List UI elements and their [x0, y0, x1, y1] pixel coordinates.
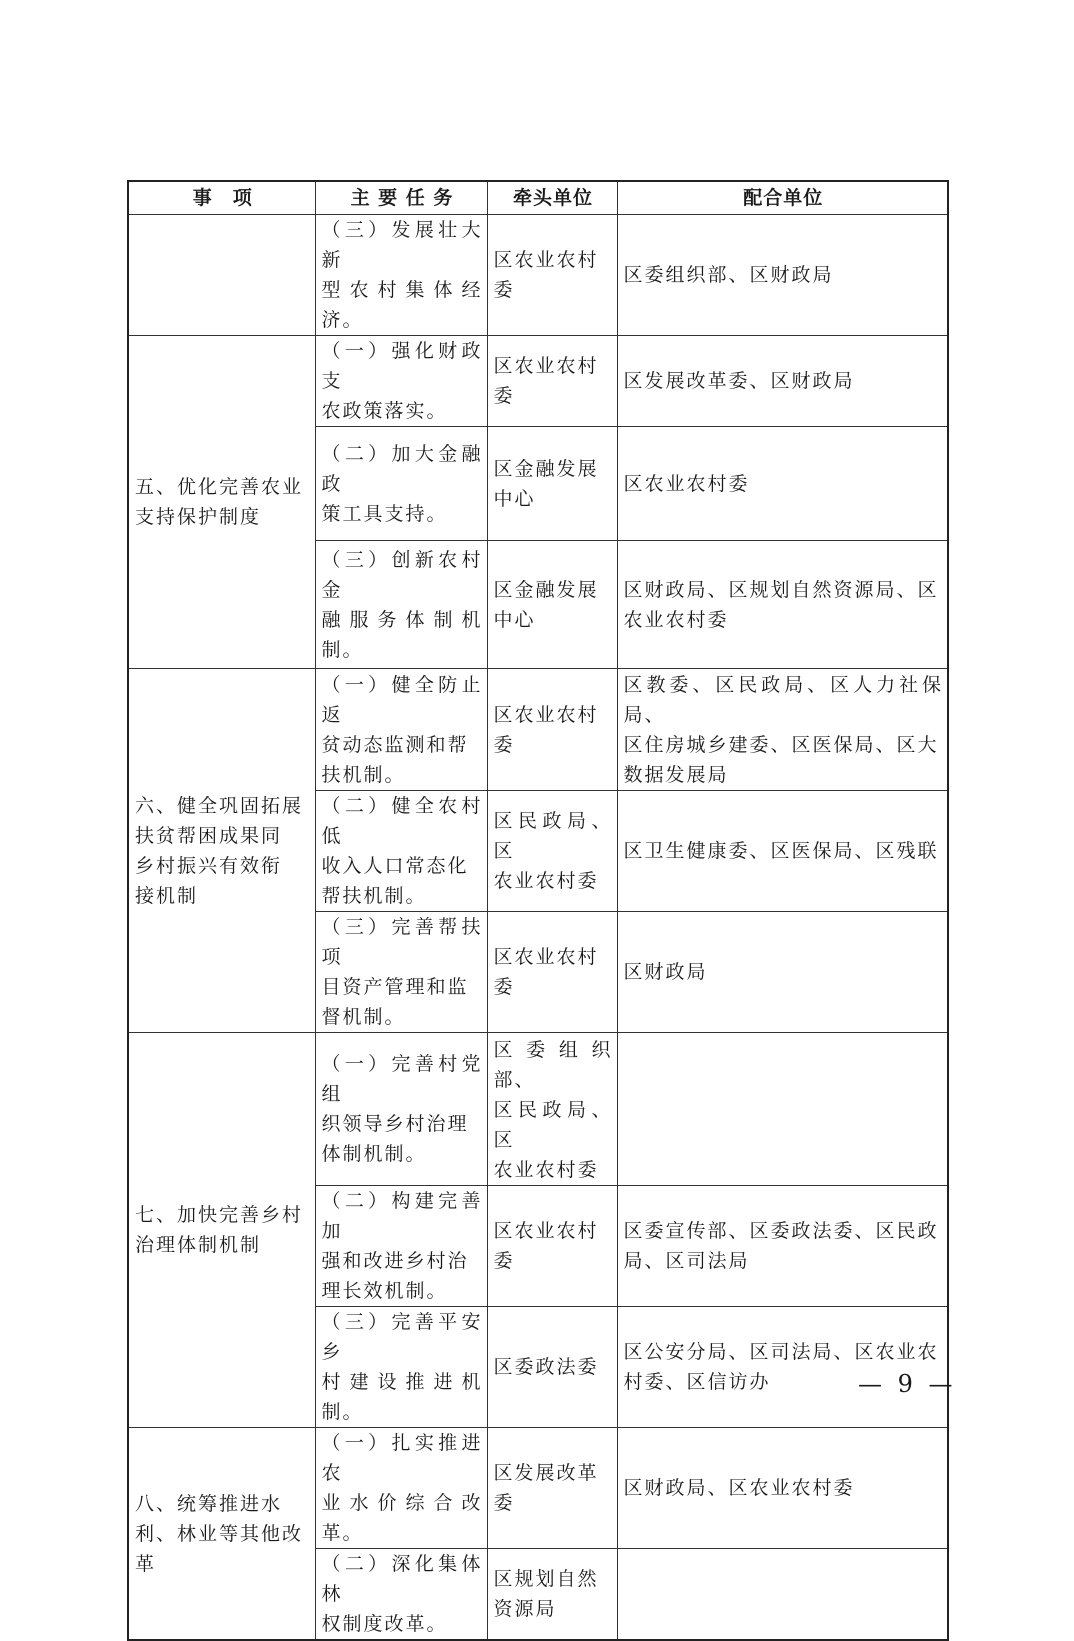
lead-unit-cell: 区民政局、区 农业农村委 — [487, 791, 617, 912]
cooperating-unit-cell — [617, 1549, 948, 1641]
cooperating-unit-cell: 区卫生健康委、区医保局、区残联 — [617, 791, 948, 912]
cooperating-unit-cell: 区农业农村委 — [617, 427, 948, 541]
table-header — [128, 181, 948, 215]
task-cell: （一）完善村党组 织领导乡村治理 体制机制。 — [315, 1033, 487, 1186]
lead-unit-cell: 区委政法委 — [487, 1307, 617, 1428]
item-cell — [128, 215, 315, 336]
cooperating-unit-cell: 区公安分局、区司法局、区农业农 村委、区信访办 — [617, 1307, 948, 1428]
table-row — [128, 669, 948, 791]
lead-unit-cell: 区农业农村 委 — [487, 215, 617, 336]
task-cell: （二）加大金融政 策工具支持。 — [315, 427, 487, 541]
table-row — [128, 215, 948, 336]
task-table — [127, 180, 949, 1641]
cooperating-unit-cell: 区委宣传部、区委政法委、区民政 局、区司法局 — [617, 1186, 948, 1307]
lead-unit-cell: 区委组织部、 区民政局、区 农业农村委 — [487, 1033, 617, 1186]
task-cell: （一）扎实推进农 业水价综合改革。 — [315, 1428, 487, 1549]
lead-unit-cell: 区金融发展 中心 — [487, 541, 617, 669]
header-task: 主 要 任 务 — [315, 181, 487, 215]
task-cell: （三）发展壮大新 型农村集体经济。 — [315, 215, 487, 336]
header-lead: 牵头单位 — [487, 181, 617, 215]
table-row — [128, 1033, 948, 1186]
lead-unit-cell: 区农业农村 委 — [487, 669, 617, 791]
item-cell: 七、加快完善乡村 治理体制机制 — [128, 1033, 315, 1428]
item-cell: 五、优化完善农业 支持保护制度 — [128, 336, 315, 669]
task-cell: （二）构建完善加 强和改进乡村治 理长效机制。 — [315, 1186, 487, 1307]
cooperating-unit-cell: 区教委、区民政局、区人力社保局、 区住房城乡建委、区医保局、区大 数据发展局 — [617, 669, 948, 791]
item-cell: 八、统筹推进水 利、林业等其他改 革 — [128, 1428, 315, 1641]
item-cell: 六、健全巩固拓展 扶贫帮困成果同 乡村振兴有效衔 接机制 — [128, 669, 315, 1033]
lead-unit-cell: 区农业农村 委 — [487, 1186, 617, 1307]
lead-unit-cell: 区农业农村 委 — [487, 912, 617, 1033]
cooperating-unit-cell: 区委组织部、区财政局 — [617, 215, 948, 336]
page-number: — 9 — — [858, 1370, 957, 1398]
cooperating-unit-cell: 区财政局、区农业农村委 — [617, 1428, 948, 1549]
table-row — [128, 1428, 948, 1549]
header-item: 事 项 — [128, 181, 315, 215]
header-coop: 配合单位 — [617, 181, 948, 215]
task-cell: （三）创新农村金 融服务体制机制。 — [315, 541, 487, 669]
lead-unit-cell: 区农业农村 委 — [487, 336, 617, 427]
cooperating-unit-cell: 区财政局、区规划自然资源局、区 农业农村委 — [617, 541, 948, 669]
task-cell: （三）完善平安乡 村建设推进机制。 — [315, 1307, 487, 1428]
table-row — [128, 336, 948, 427]
cooperating-unit-cell — [617, 1033, 948, 1186]
task-cell: （一）健全防止返 贫动态监测和帮 扶机制。 — [315, 669, 487, 791]
cooperating-unit-cell: 区发展改革委、区财政局 — [617, 336, 948, 427]
lead-unit-cell: 区金融发展 中心 — [487, 427, 617, 541]
task-cell: （一）强化财政支 农政策落实。 — [315, 336, 487, 427]
task-cell: （二）深化集体林 权制度改革。 — [315, 1549, 487, 1641]
cooperating-unit-cell: 区财政局 — [617, 912, 948, 1033]
task-cell: （三）完善帮扶项 目资产管理和监 督机制。 — [315, 912, 487, 1033]
lead-unit-cell: 区发展改革 委 — [487, 1428, 617, 1549]
task-cell: （二）健全农村低 收入人口常态化 帮扶机制。 — [315, 791, 487, 912]
lead-unit-cell: 区规划自然 资源局 — [487, 1549, 617, 1641]
